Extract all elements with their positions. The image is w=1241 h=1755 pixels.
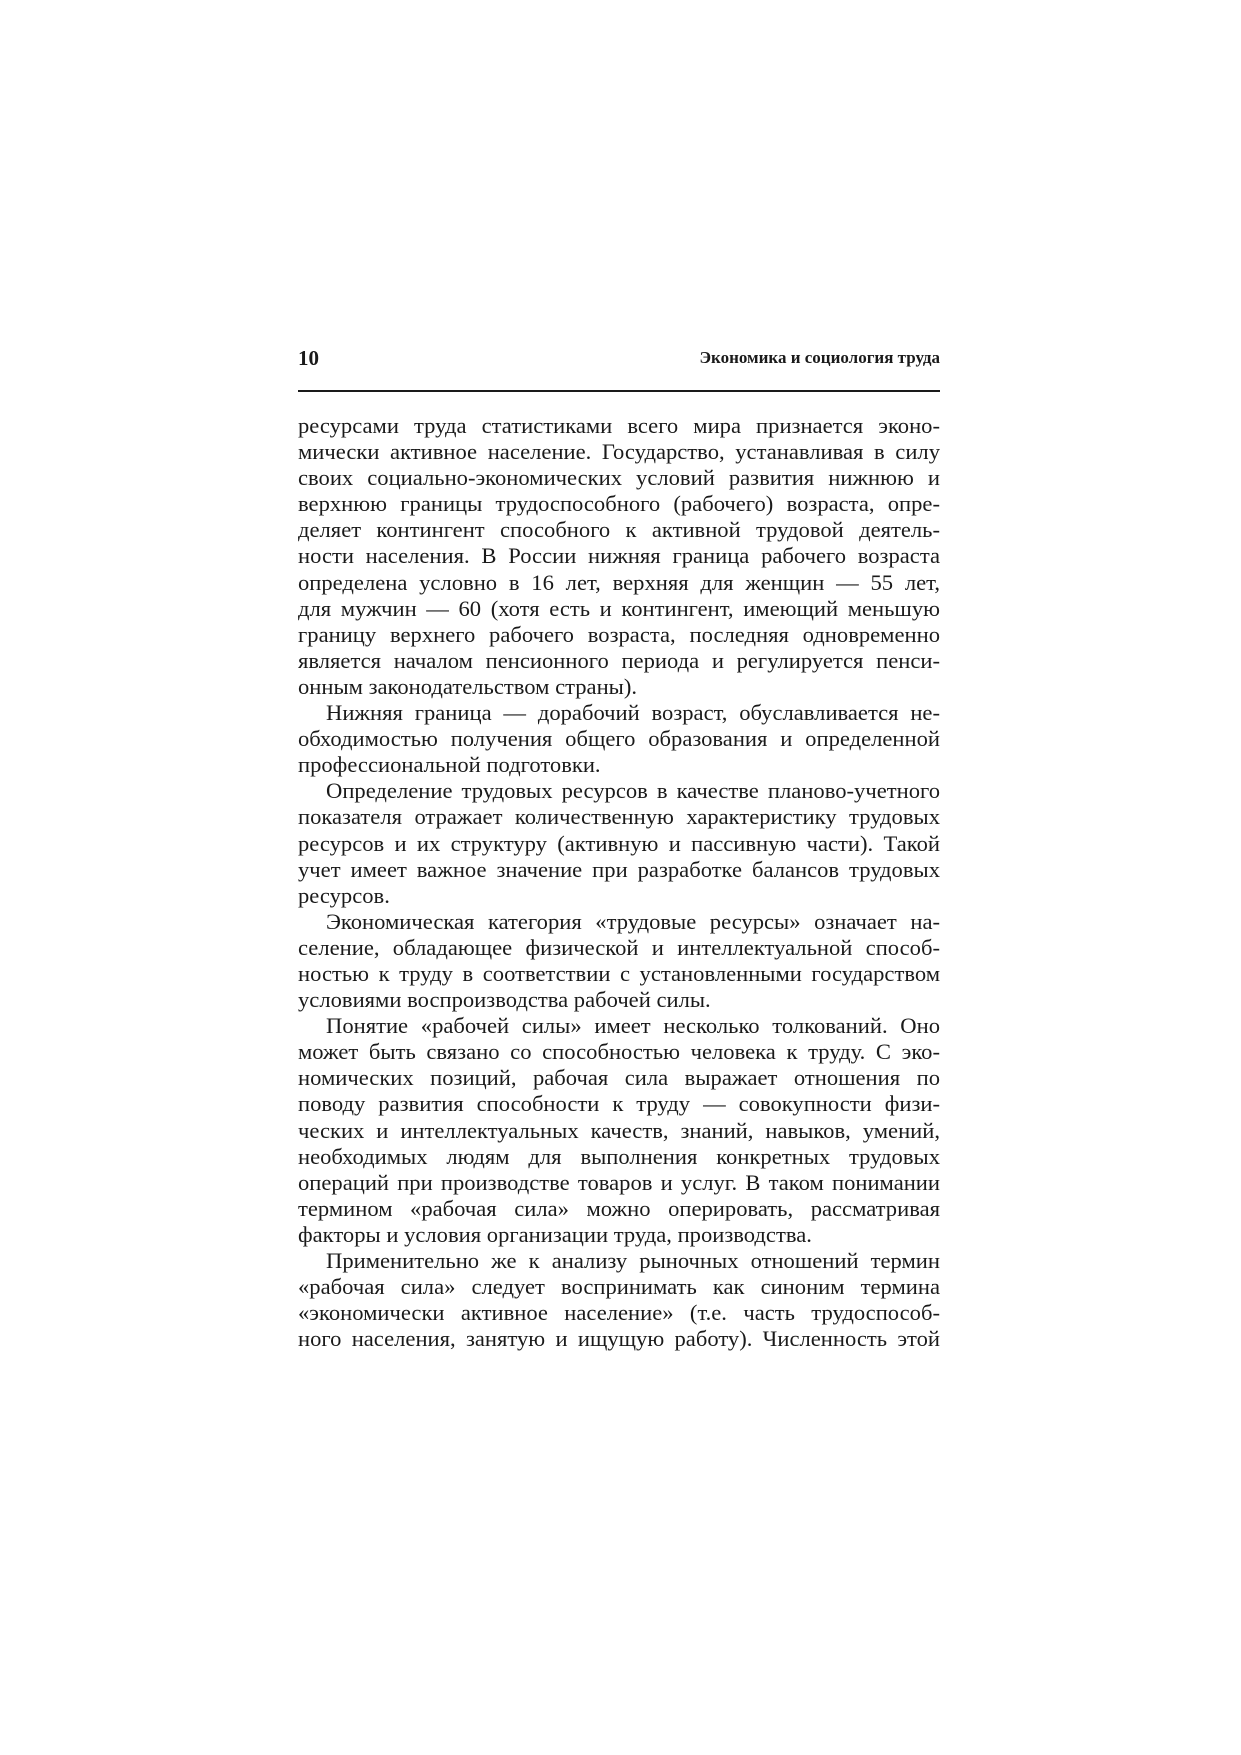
text-line: ного населения, занятую и ищущую работу). Численность этой <box>298 1326 940 1352</box>
body-text <box>298 413 940 1352</box>
text-line: «экономически активное население» (т.е. часть трудоспособ- <box>298 1300 940 1326</box>
text-line: Нижняя граница — дорабочий возраст, обуславливается не- <box>326 700 940 726</box>
text-line: ностью к труду в соответствии с установленными государством <box>298 960 940 986</box>
text-line: может быть связано со способностью человека к труду. С эко- <box>298 1039 940 1065</box>
text-line: Определение трудовых ресурсов в качестве планово-учетного <box>326 778 940 804</box>
text-line: поводу развития способности к труду — совокупности физи- <box>298 1091 940 1117</box>
text-line: верхнюю границы трудоспособного (рабочего) возраста, опре- <box>298 491 940 517</box>
text-line: деляет контингент способного к активной трудовой деятель- <box>298 517 940 543</box>
text-line: номических позиций, рабочая сила выражает отношения по <box>298 1065 940 1091</box>
text-line: «рабочая сила» следует воспринимать как синоним термина <box>298 1274 940 1300</box>
text-line: Применительно же к анализу рыночных отношений термин <box>326 1248 940 1273</box>
text-line: факторы и условия организации труда, производства. <box>298 1221 812 1247</box>
text-line: своих социально-экономических условий развития нижнюю и <box>298 465 940 491</box>
text-line: границу верхнего рабочего возраста, последняя одновременно <box>298 621 940 647</box>
text-line: операций при производстве товаров и услуг. В таком понимании <box>298 1169 940 1195</box>
text-line: ресурсов. <box>298 882 390 908</box>
text-line: учет имеет важное значение при разработке балансов трудовых <box>298 856 940 882</box>
text-line: показателя отражает количественную характеристику трудовых <box>298 804 940 830</box>
text-line: ности населения. В России нижняя граница рабочего возраста <box>298 543 940 569</box>
page-header <box>298 340 940 392</box>
page-number: 10 <box>298 346 319 370</box>
text-line: ресурсов и их структуру (активную и пассивную части). Такой <box>298 830 940 856</box>
running-title: Экономика и социология труда <box>699 348 940 367</box>
text-line: обходимостью получения общего образования и определенной <box>298 726 940 752</box>
text-line: ческих и интеллектуальных качеств, знаний, навыков, умений, <box>298 1117 940 1143</box>
text-line: определена условно в 16 лет, верхняя для женщин — 55 лет, <box>298 569 940 595</box>
text-line: термином «рабочая сила» можно оперировать, рассматривая <box>298 1195 940 1221</box>
text-line: селение, обладающее физической и интеллектуальной способ- <box>298 934 940 960</box>
text-line: условиями воспроизводства рабочей силы. <box>298 987 711 1013</box>
text-line: Понятие «рабочей силы» имеет несколько толкований. Оно <box>326 1013 940 1039</box>
text-line: необходимых людям для выполнения конкретных трудовых <box>298 1143 940 1169</box>
text-line: Экономическая категория «трудовые ресурсы» означает на- <box>326 908 940 934</box>
text-line: ресурсами труда статистиками всего мира признается эконо- <box>298 413 940 438</box>
text-line: онным законодательством страны). <box>298 673 638 699</box>
text-line: для мужчин — 60 (хотя есть и контингент, имеющий меньшую <box>298 595 940 621</box>
text-line: является началом пенсионного периода и регулируется пенси- <box>298 647 940 673</box>
text-line: мически активное население. Государство, устанавливая в силу <box>298 439 940 465</box>
text-line: профессиональной подготовки. <box>298 752 601 778</box>
